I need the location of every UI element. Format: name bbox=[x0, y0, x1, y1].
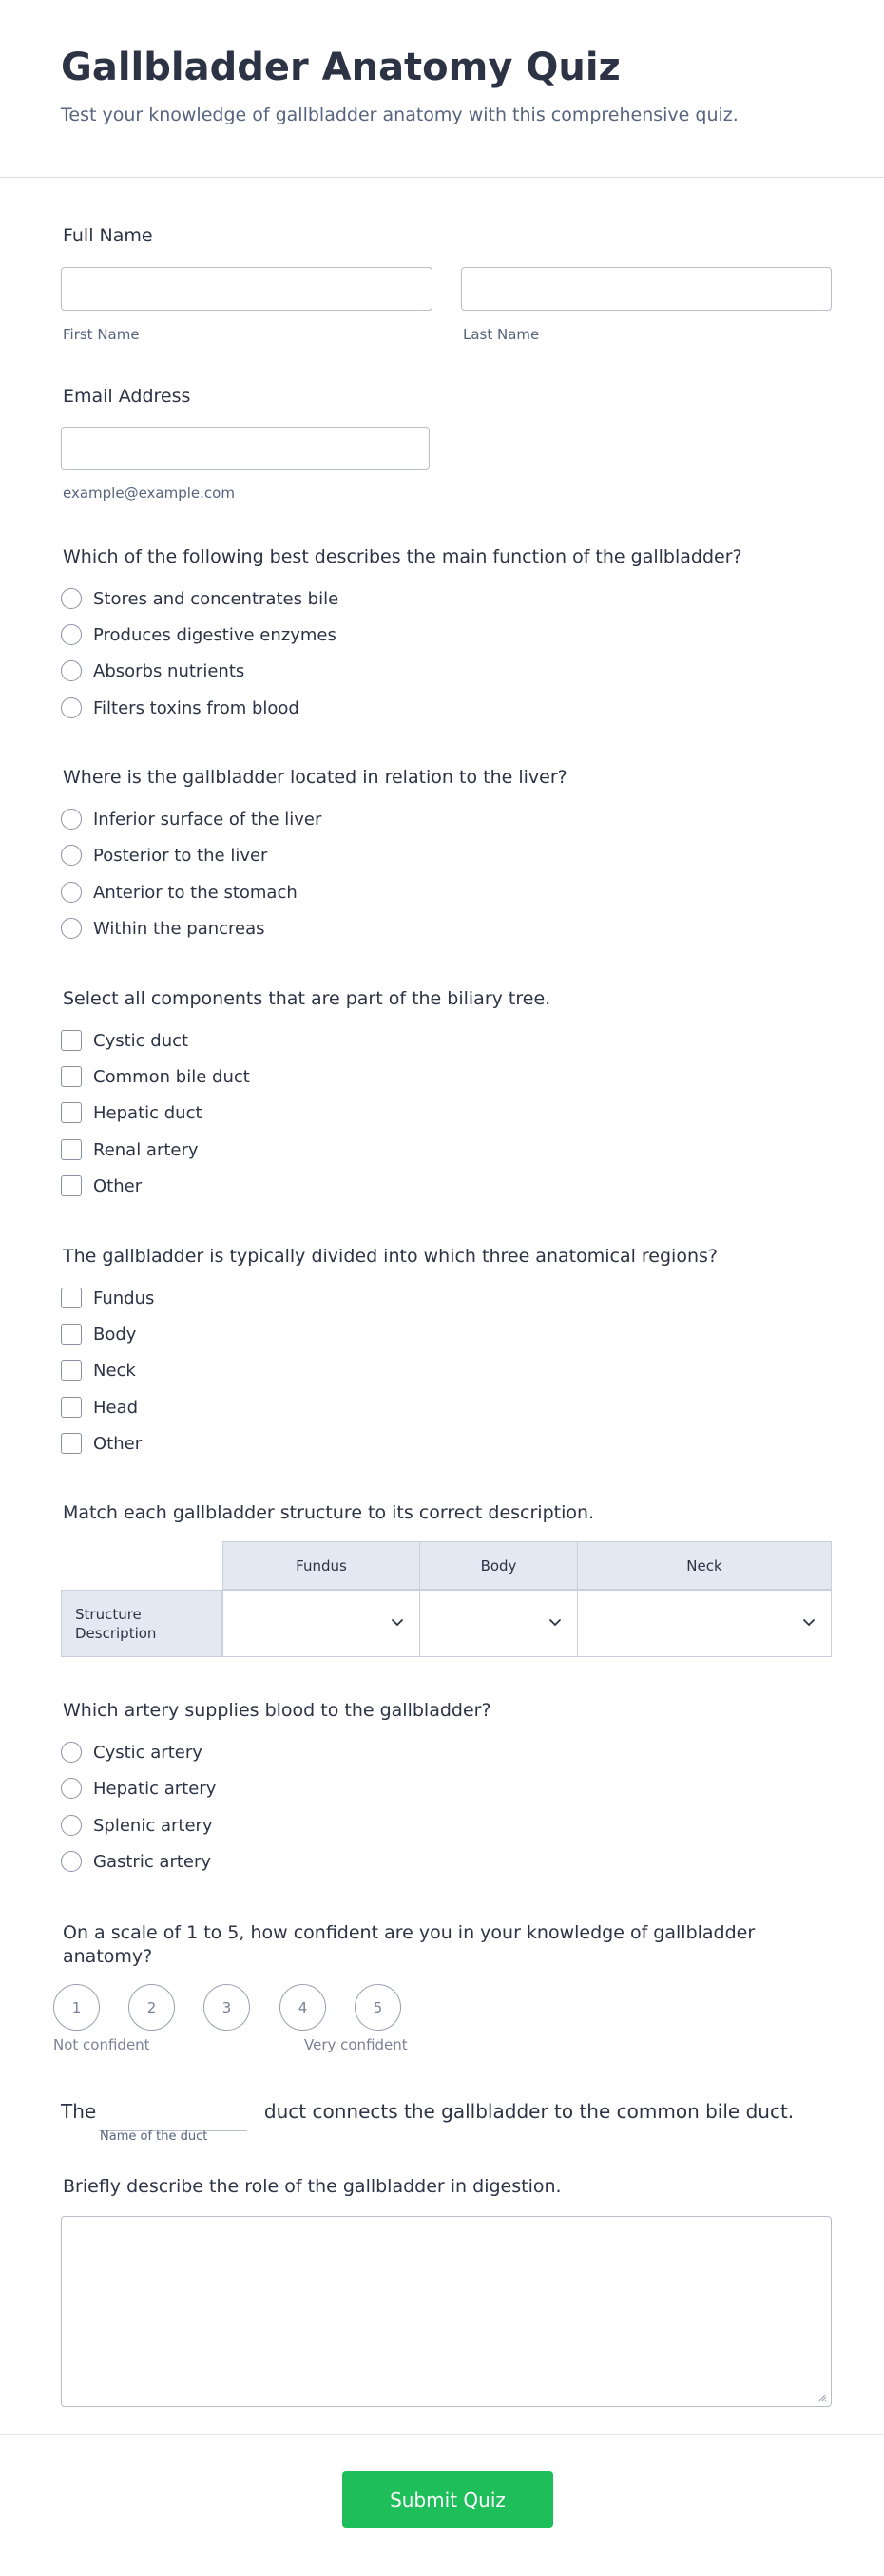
matrix-corner bbox=[61, 1541, 222, 1591]
q7-question: On a scale of 1 to 5, how confident are you in your knowledge of gallbladder anatomy? bbox=[63, 1922, 756, 1967]
scale-option-5[interactable]: 5 bbox=[355, 1984, 401, 2031]
matching-matrix bbox=[61, 1541, 832, 1657]
option-label: Anterior to the stomach bbox=[93, 882, 298, 903]
q3-option[interactable] bbox=[61, 1028, 188, 1053]
chevron-down-icon bbox=[798, 1612, 819, 1632]
scale-option-2[interactable]: 2 bbox=[128, 1984, 175, 2031]
radio-button[interactable] bbox=[61, 882, 82, 903]
option-label: Stores and concentrates bile bbox=[93, 588, 339, 609]
radio-button[interactable] bbox=[61, 918, 82, 939]
q1-option[interactable] bbox=[61, 586, 338, 611]
q4-option[interactable] bbox=[61, 1395, 138, 1420]
scale-option-1[interactable]: 1 bbox=[53, 1984, 100, 2031]
fill-blank-suffix: duct connects the gallbladder to the common bile duct. bbox=[263, 2100, 795, 2123]
neck-select[interactable] bbox=[577, 1590, 832, 1657]
q5-question: Match each gallbladder structure to its correct description. bbox=[63, 1502, 595, 1523]
q2-option[interactable] bbox=[61, 916, 265, 941]
scale-low-label: Not confident bbox=[53, 2036, 150, 2053]
q4-option[interactable] bbox=[61, 1358, 136, 1383]
radio-button[interactable] bbox=[61, 1815, 82, 1836]
q3-option[interactable] bbox=[61, 1100, 202, 1125]
checkbox[interactable] bbox=[61, 1397, 82, 1418]
checkbox[interactable] bbox=[61, 1066, 82, 1087]
form-title: Gallbladder Anatomy Quiz bbox=[61, 46, 621, 89]
scale-option-4[interactable]: 4 bbox=[279, 1984, 326, 2031]
option-label: Hepatic duct bbox=[93, 1102, 202, 1123]
option-label: Neck bbox=[93, 1360, 136, 1381]
digestion-role-textarea[interactable] bbox=[61, 2216, 832, 2407]
radio-button[interactable] bbox=[61, 809, 82, 830]
checkbox[interactable] bbox=[61, 1030, 82, 1051]
scale-high-label: Very confident bbox=[304, 2036, 408, 2053]
q3-option[interactable] bbox=[61, 1174, 142, 1198]
form-header bbox=[0, 0, 884, 178]
checkbox[interactable] bbox=[61, 1102, 82, 1123]
option-label: Body bbox=[93, 1324, 137, 1345]
q3-option[interactable] bbox=[61, 1137, 199, 1162]
matrix-row-label: Structure Description bbox=[61, 1590, 222, 1657]
q2-option[interactable] bbox=[61, 880, 298, 905]
q1-option[interactable] bbox=[61, 622, 336, 647]
email-hint: example@example.com bbox=[63, 485, 235, 502]
option-label: Hepatic artery bbox=[93, 1778, 217, 1799]
option-label: Renal artery bbox=[93, 1139, 199, 1160]
radio-button[interactable] bbox=[61, 588, 82, 609]
resize-grip-icon[interactable] bbox=[817, 2393, 827, 2402]
option-label: Other bbox=[93, 1433, 143, 1454]
option-label: Fundus bbox=[93, 1288, 155, 1308]
q6-question: Which artery supplies blood to the gallbladder? bbox=[63, 1700, 491, 1721]
matrix-column-neck: Neck bbox=[577, 1541, 832, 1590]
checkbox[interactable] bbox=[61, 1433, 82, 1454]
option-label: Common bile duct bbox=[93, 1066, 250, 1087]
q3-option[interactable] bbox=[61, 1064, 250, 1089]
scale-option-3[interactable]: 3 bbox=[203, 1984, 250, 2031]
option-label: Inferior surface of the liver bbox=[93, 809, 322, 830]
q2-question: Where is the gallbladder located in relation to the liver? bbox=[63, 767, 567, 788]
submit-button[interactable]: Submit Quiz bbox=[342, 2471, 553, 2528]
radio-button[interactable] bbox=[61, 845, 82, 866]
fill-blank-prefix: The bbox=[61, 2100, 97, 2123]
matrix-column-body: Body bbox=[419, 1541, 578, 1590]
option-label: Gastric artery bbox=[93, 1851, 212, 1872]
option-label: Head bbox=[93, 1397, 139, 1418]
email-input[interactable] bbox=[61, 427, 430, 470]
checkbox[interactable] bbox=[61, 1139, 82, 1160]
option-label: Absorbs nutrients bbox=[93, 660, 245, 681]
q1-question: Which of the following best describes the main function of the gallbladder? bbox=[63, 546, 742, 567]
option-label: Within the pancreas bbox=[93, 918, 265, 939]
chevron-down-icon bbox=[387, 1612, 408, 1632]
option-label: Posterior to the liver bbox=[93, 845, 268, 866]
q3-question: Select all components that are part of the biliary tree. bbox=[63, 988, 551, 1009]
q4-question: The gallbladder is typically divided into which three anatomical regions? bbox=[63, 1246, 718, 1267]
last-name-input[interactable] bbox=[461, 267, 832, 311]
q9-question: Briefly describe the role of the gallbladder in digestion. bbox=[63, 2176, 562, 2197]
option-label: Cystic artery bbox=[93, 1742, 202, 1763]
checkbox[interactable] bbox=[61, 1288, 82, 1308]
chevron-down-icon bbox=[545, 1612, 566, 1632]
first-name-input[interactable] bbox=[61, 267, 432, 311]
duct-name-input[interactable] bbox=[99, 2106, 247, 2131]
option-label: Filters toxins from blood bbox=[93, 697, 299, 718]
q6-option[interactable] bbox=[61, 1813, 213, 1838]
radio-button[interactable] bbox=[61, 660, 82, 681]
q4-option[interactable] bbox=[61, 1431, 142, 1456]
checkbox[interactable] bbox=[61, 1175, 82, 1196]
fundus-select[interactable] bbox=[222, 1590, 420, 1657]
q4-option[interactable] bbox=[61, 1322, 136, 1346]
checkbox[interactable] bbox=[61, 1324, 82, 1345]
option-label: Cystic duct bbox=[93, 1030, 189, 1051]
full-name-label: Full Name bbox=[63, 225, 153, 246]
q2-option[interactable] bbox=[61, 843, 267, 868]
option-label: Splenic artery bbox=[93, 1815, 213, 1836]
checkbox[interactable] bbox=[61, 1360, 82, 1381]
matrix-column-fundus: Fundus bbox=[222, 1541, 420, 1590]
radio-button[interactable] bbox=[61, 1851, 82, 1872]
q4-option[interactable] bbox=[61, 1286, 154, 1310]
q2-option[interactable] bbox=[61, 807, 321, 831]
last-name-sublabel: Last Name bbox=[463, 326, 540, 343]
radio-button[interactable] bbox=[61, 1742, 82, 1763]
option-label: Other bbox=[93, 1175, 143, 1196]
radio-button[interactable] bbox=[61, 624, 82, 645]
email-label: Email Address bbox=[63, 386, 191, 407]
first-name-sublabel: First Name bbox=[63, 326, 140, 343]
option-label: Produces digestive enzymes bbox=[93, 624, 336, 645]
radio-button[interactable] bbox=[61, 1778, 82, 1799]
duct-name-hint: Name of the duct bbox=[100, 2129, 208, 2144]
body-select[interactable] bbox=[419, 1590, 578, 1657]
form-subtitle: Test your knowledge of gallbladder anatomy with this comprehensive quiz. bbox=[61, 105, 739, 125]
q6-option[interactable] bbox=[61, 1776, 216, 1801]
radio-button[interactable] bbox=[61, 697, 82, 718]
q1-option[interactable] bbox=[61, 658, 244, 683]
q6-option[interactable] bbox=[61, 1740, 202, 1765]
q1-option[interactable] bbox=[61, 696, 299, 720]
q6-option[interactable] bbox=[61, 1849, 211, 1874]
